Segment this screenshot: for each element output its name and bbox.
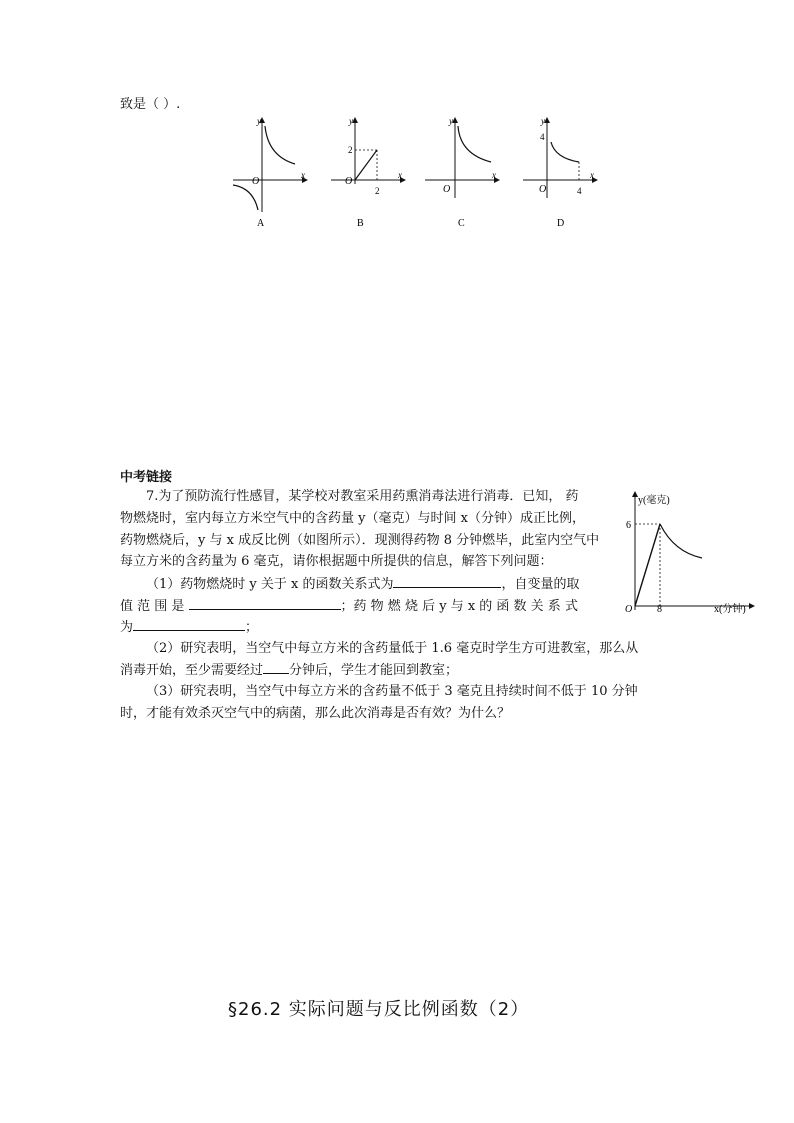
q7-part3-line1: （3）研究表明，当空气中每立方米的含药量不低于 3 毫克且持续时间不低于 10 分钟	[146, 684, 638, 699]
curve-c	[458, 126, 491, 162]
q7-part1-text-e: 为	[120, 620, 134, 635]
q7-part2-line1: （2）研究表明，当空气中每立方米的含药量低于 1.6 毫克时学生方可进教室，那么从	[146, 641, 639, 656]
tick-d-y: 4	[540, 132, 545, 142]
q7-part1-text-f: ；	[245, 620, 259, 635]
q7-part1-line2	[120, 595, 578, 618]
graph-c	[425, 116, 499, 229]
q7-y-label: y(毫克)	[638, 495, 670, 506]
q7-line-4: 每立方米的含药量为 6 毫克，请你根据题中所提供的信息，解答下列问题：	[120, 554, 553, 569]
q7-part1-text-c: 值 范 围 是	[120, 599, 185, 614]
y-label-b: y	[349, 116, 353, 126]
q7-part1-text-b: ，自变量的取	[501, 577, 580, 592]
origin-c: O	[443, 184, 451, 195]
answer-blank-2[interactable]	[189, 595, 341, 610]
origin-d: O	[539, 184, 547, 195]
x-label-d: x	[590, 170, 594, 180]
answer-blank-4[interactable]	[263, 659, 289, 674]
origin-a: O	[252, 176, 260, 187]
x-label-a: x	[301, 170, 305, 180]
graph-a	[233, 116, 307, 229]
q7-decay-curve	[660, 524, 702, 558]
curve-d	[551, 142, 579, 162]
segment-b	[355, 150, 377, 180]
q7-part3-line2: 时，才能有效杀灭空气中的病菌，那么此次消毒是否有效？为什么？	[120, 706, 511, 721]
y-label-c: y	[449, 116, 453, 126]
q7-x-tick-8: 8	[657, 604, 662, 615]
q7-graph	[618, 486, 768, 620]
section-heading: 中考链接	[120, 470, 173, 485]
x-label-b: x	[398, 170, 402, 180]
curve-a-q3	[233, 185, 258, 210]
option-label-c: C	[458, 218, 465, 229]
next-section-title: §26.2 实际问题与反比例函数（2）	[228, 999, 530, 1020]
q7-line-2: 物燃烧时，室内每立方米空气中的含药量 y（毫克）与时间 x（分钟）成正比例，	[120, 511, 585, 526]
q7-origin: O	[625, 604, 633, 615]
graph-b	[331, 116, 405, 229]
q7-part1-text-a: （1）药物燃烧时 y 关于 x 的函数关系式为	[146, 577, 394, 592]
graph-d	[523, 116, 597, 229]
q7-part2-line2	[120, 659, 458, 682]
curve-a-q1	[265, 126, 295, 164]
q7-part1-text-d: ；药 物 燃 烧 后 y 与 x 的 函 数 关 系 式	[340, 599, 578, 614]
q7-part2-text-b: 消毒开始，至少需要经过	[120, 663, 264, 678]
answer-blank-3[interactable]	[133, 616, 245, 631]
q7-y-tick-6: 6	[626, 520, 631, 531]
q7-part1-line3	[120, 616, 258, 639]
x-label-c: x	[492, 170, 496, 180]
q7-part2-text-c: 分钟后，学生才能回到教室；	[289, 663, 459, 678]
y-label-a: y	[257, 116, 261, 126]
q7-rising-segment	[635, 524, 660, 606]
q6-tail: 致是（ ）.	[120, 97, 181, 112]
option-label-b: B	[357, 218, 364, 229]
option-label-a: A	[257, 218, 265, 229]
q7-line-3: 药物燃烧后，y 与 x 成反比例（如图所示）．现测得药物 8 分钟燃毕，此室内空气中	[120, 533, 600, 548]
option-graphs	[225, 112, 615, 236]
origin-b: O	[345, 176, 353, 187]
option-label-d: D	[557, 218, 565, 229]
q7-part1-line1	[146, 573, 580, 596]
tick-d-x: 4	[577, 186, 582, 196]
tick-b-y: 2	[348, 145, 353, 155]
tick-b-x: 2	[375, 186, 380, 196]
q7-line-1: 7.为了预防流行性感冒，某学校对教室采用药熏消毒法进行消毒．已知， 药	[146, 489, 579, 504]
answer-blank-1[interactable]	[393, 573, 501, 588]
q7-x-label: x(分钟)	[714, 604, 746, 615]
y-label-d: y	[541, 116, 545, 126]
